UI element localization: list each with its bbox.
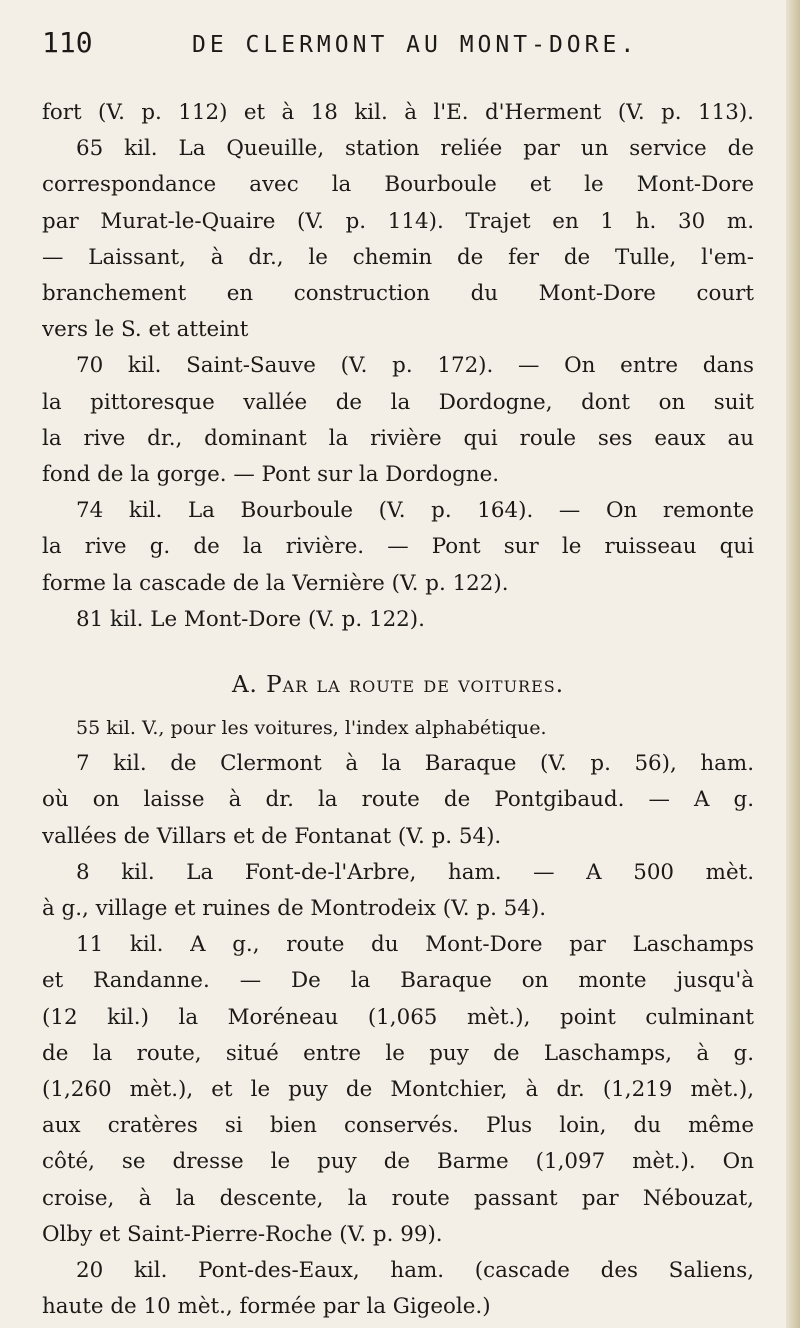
page-header xyxy=(42,26,754,59)
section-text: Par la route de voitures. xyxy=(266,672,565,699)
page-number: 110 xyxy=(42,26,93,59)
text-line: aux cratères si bien conservés. Plus loin, du même xyxy=(42,1113,754,1139)
text-line: de la route, situé entre le puy de Laschamps, à g. xyxy=(42,1040,754,1066)
text-line: — Laissant, à dr., le chemin de fer de Tulle, l'em- xyxy=(42,244,754,270)
text-line: (12 kil.) la Moréneau (1,065 mèt.), point culminant xyxy=(42,1004,754,1030)
text-line: et Randanne. — De la Baraque on monte jusqu'à xyxy=(42,968,754,994)
text-line: branchement en construction du Mont-Dore court xyxy=(42,281,754,307)
text-line: fort (V. p. 112) et à 18 kil. à l'E. d'Herment (V. p. 113). xyxy=(42,100,754,125)
text-line: 81 kil. Le Mont-Dore (V. p. 122). xyxy=(76,606,425,632)
section-title xyxy=(42,672,754,698)
text-line: 11 kil. A g., route du Mont-Dore par Laschamps xyxy=(76,932,754,958)
body-text-1 xyxy=(42,95,754,638)
page-edge xyxy=(786,0,800,1328)
text-line: Olby et Saint-Pierre-Roche (V. p. 99). xyxy=(42,1221,443,1247)
text-line: 55 kil. V., pour les voitures, l'index alphabétique. xyxy=(76,717,547,740)
text-line: forme la cascade de la Vernière (V. p. 122). xyxy=(42,570,509,596)
text-line: 8 kil. La Font-de-l'Arbre, ham. — A 500 mèt. xyxy=(76,859,754,885)
text-line: correspondance avec la Bourboule et le Mont-Dore xyxy=(42,172,754,198)
text-line: 74 kil. La Bourboule (V. p. 164). — On remonte xyxy=(76,498,754,524)
running-head: DE CLERMONT AU MONT-DORE. xyxy=(192,32,639,58)
section-letter: A. xyxy=(231,672,258,699)
text-line: côté, se dresse le puy de Barme (1,097 mèt.). On xyxy=(42,1149,754,1175)
text-line: fond de la gorge. — Pont sur la Dordogne. xyxy=(42,462,500,488)
text-line: croise, à la descente, la route passant par Nébouzat, xyxy=(42,1185,754,1211)
text-line: par Murat-le-Quaire (V. p. 114). Trajet en 1 h. 30 m. xyxy=(42,208,754,234)
body-text-2 xyxy=(42,710,754,1325)
text-line: la rive g. de la rivière. — Pont sur le ruisseau qui xyxy=(42,534,754,560)
text-line: (1,260 mèt.), et le puy de Montchier, à dr. (1,219 mèt.), xyxy=(42,1077,754,1103)
text-line: haute de 10 mèt., formée par la Gigeole.) xyxy=(42,1294,491,1320)
text-line: 7 kil. de Clermont à la Baraque (V. p. 56), ham. xyxy=(76,751,754,777)
text-line: vers le S. et atteint xyxy=(42,317,249,343)
text-line: vallées de Villars et de Fontanat (V. p. 54). xyxy=(42,823,502,849)
text-line: à g., village et ruines de Montrodeix (V. p. 54). xyxy=(42,896,547,922)
text-line: 65 kil. La Queuille, station reliée par un service de xyxy=(76,136,754,162)
text-line: où on laisse à dr. la route de Pontgibaud. — A g. xyxy=(42,787,754,813)
text-line: 70 kil. Saint-Sauve (V. p. 172). — On entre dans xyxy=(76,353,754,379)
text-line: 20 kil. Pont-des-Eaux, ham. (cascade des Saliens, xyxy=(76,1258,754,1284)
text-line: la pittoresque vallée de la Dordogne, dont on suit xyxy=(42,389,754,415)
text-line: la rive dr., dominant la rivière qui roule ses eaux au xyxy=(42,425,754,451)
